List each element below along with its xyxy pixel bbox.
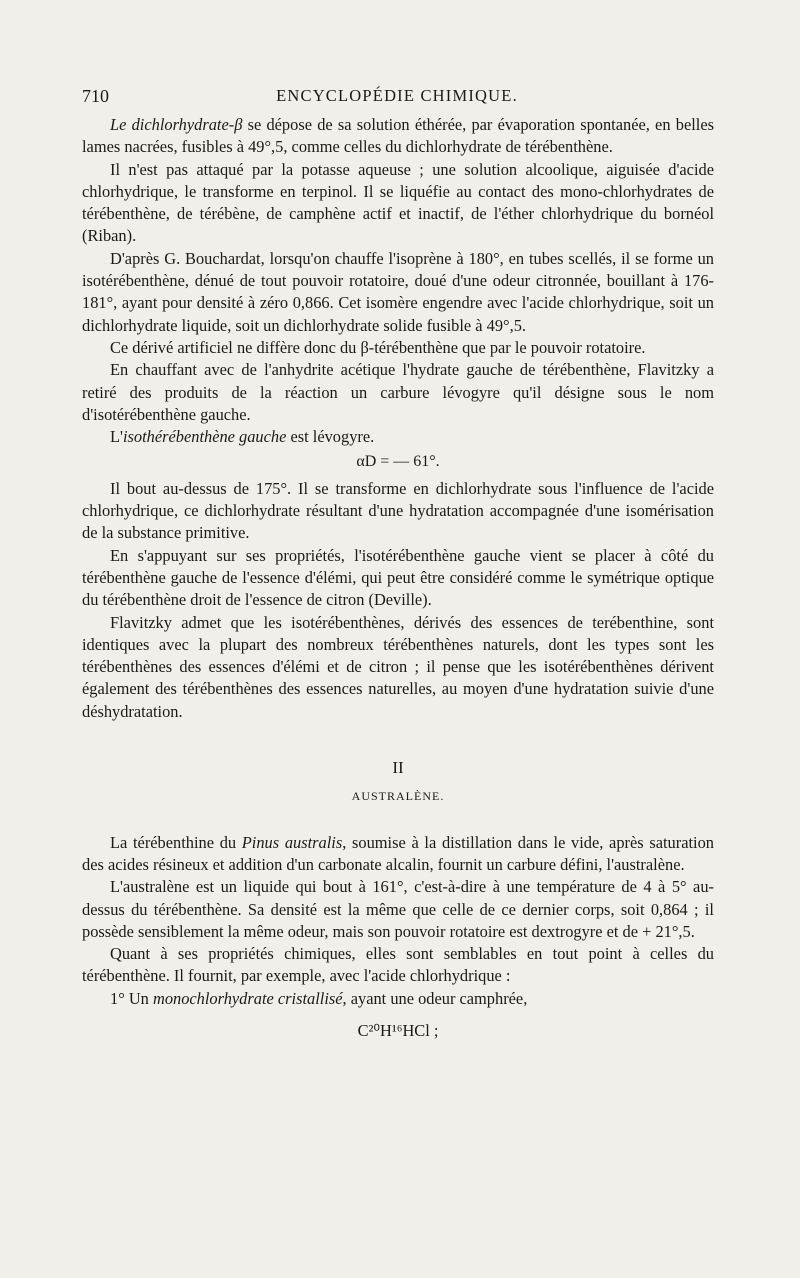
paragraph: Flavitzky admet que les isotérébenthènes, dérivés des essences de terébenthine, sont identiques avec la plupart des nombreux térébenthènes naturels, dont les types sont les térébenthènes des essences d'élémi et de citron ; il pense que les isotérébenthènes dérivent également des térébenthènes des essences naturelles, au moyen d'une hydratation suivie d'une déshydratation. <box>82 612 714 721</box>
paragraph-text: , soumise à la distillation dans le vide, après saturation des acides résineux et addition d'un carbonate alcalin, fournit un carbure défini, l'australène. <box>82 832 714 874</box>
paragraph: Il n'est pas attaqué par la potasse aqueuse ; une solution alcoolique, aiguisée d'acide chlorhydrique, le transforme en terpinol. Il se liquéfie au contact des mono-chlorhydrates de térébenthène, de térébène, de camphène actif et inactif, de l'éther chlorhydrique du bornéol (Riban). <box>82 159 714 246</box>
paragraph: En chauffant avec de l'anhydrite acétique l'hydrate gauche de térébenthène, Flavitzky a retiré des produits de la réaction un carbure lévogyre qu'il désigne sous le nom d'isotérébenthène gauche. <box>82 360 714 424</box>
page-body <box>82 114 714 1042</box>
emphasis-text: monochlorhydrate cristallisé <box>152 988 343 1008</box>
emphasis-text: Pinus australis <box>241 832 343 852</box>
paragraph <box>82 832 714 877</box>
paragraph-text: La térébenthine du <box>110 832 242 852</box>
running-title: ENCYCLOPÉDIE CHIMIQUE. <box>276 86 518 105</box>
paragraph-text: se dépose de sa solution éthérée, par évaporation spontanée, en belles lames nacrées, fusibles à 49°,5, comme celles du dichlorhydrate de térébenthène. <box>82 115 714 157</box>
paragraph-text: 1° Un <box>110 988 153 1008</box>
paragraph <box>82 988 714 1010</box>
paragraph <box>82 426 714 448</box>
paragraph: En s'appuyant sur ses propriétés, l'isotérébenthène gauche vient se placer à côté du térébenthène gauche de l'essence d'élémi, qui peut être considéré comme le symétrique optique du térébenthène droit de l'essence de citron (Deville). <box>82 545 714 610</box>
paragraph: Ce dérivé artificiel ne diffère donc du β-térébenthène que par le pouvoir rotatoire. <box>110 337 646 357</box>
paragraph-text: est lévogyre. <box>286 427 375 447</box>
page-header <box>82 86 712 110</box>
paragraph: D'après G. Bouchardat, lorsqu'on chauffe l'isoprène à 180°, en tubes scellés, il se forme un isotérébenthène, dénué de tout pouvoir rotatoire, doué d'une odeur citronnée, bouillant à 176-181°, ayant pour densité à zéro 0,866. Cet isomère engendre avec l'acide chlorhydrique, soit un dichlorhydrate liquide, soit un dichlorhydrate solide fusible à 49°,5. <box>82 248 714 335</box>
section-title: AUSTRALÈNE. <box>351 789 445 804</box>
paragraph: Il bout au-dessus de 175°. Il se transforme en dichlorhydrate sous l'influence de l'acide chlorhydrique, ce dichlorhydrate résultant d'une hydratation accompagnée d'une isomérisation de la substance primitive. <box>82 478 714 543</box>
paragraph: L'australène est un liquide qui bout à 161°, c'est-à-dire à une température de 4 à 5° au-dessus du térébenthène. Sa densité est la même que celle de ce dernier corps, soit 0,864 ; il possède sensiblement la même odeur, mais son pouvoir rotatoire est dextrogyre et de + 21°,5. <box>82 877 714 941</box>
paragraph-text: L' <box>110 427 123 447</box>
emphasis-text: Le dichlorhydrate-β <box>110 115 243 134</box>
formula: C²⁰H¹⁶HCl ; <box>357 1020 439 1040</box>
emphasis-text: isothérébenthène gauche <box>122 427 287 447</box>
paragraph <box>82 114 714 159</box>
paragraph: Quant à ses propriétés chimiques, elles sont semblables en tout point à celles du térébenthène. Il fournit, par exemple, avec l'acide chlorhydrique : <box>82 944 714 986</box>
page-number: 710 <box>82 86 109 106</box>
section-number: II <box>392 758 404 778</box>
paragraph-text: , ayant une odeur camphrée, <box>342 988 528 1008</box>
formula: αD = — 61°. <box>356 453 440 471</box>
